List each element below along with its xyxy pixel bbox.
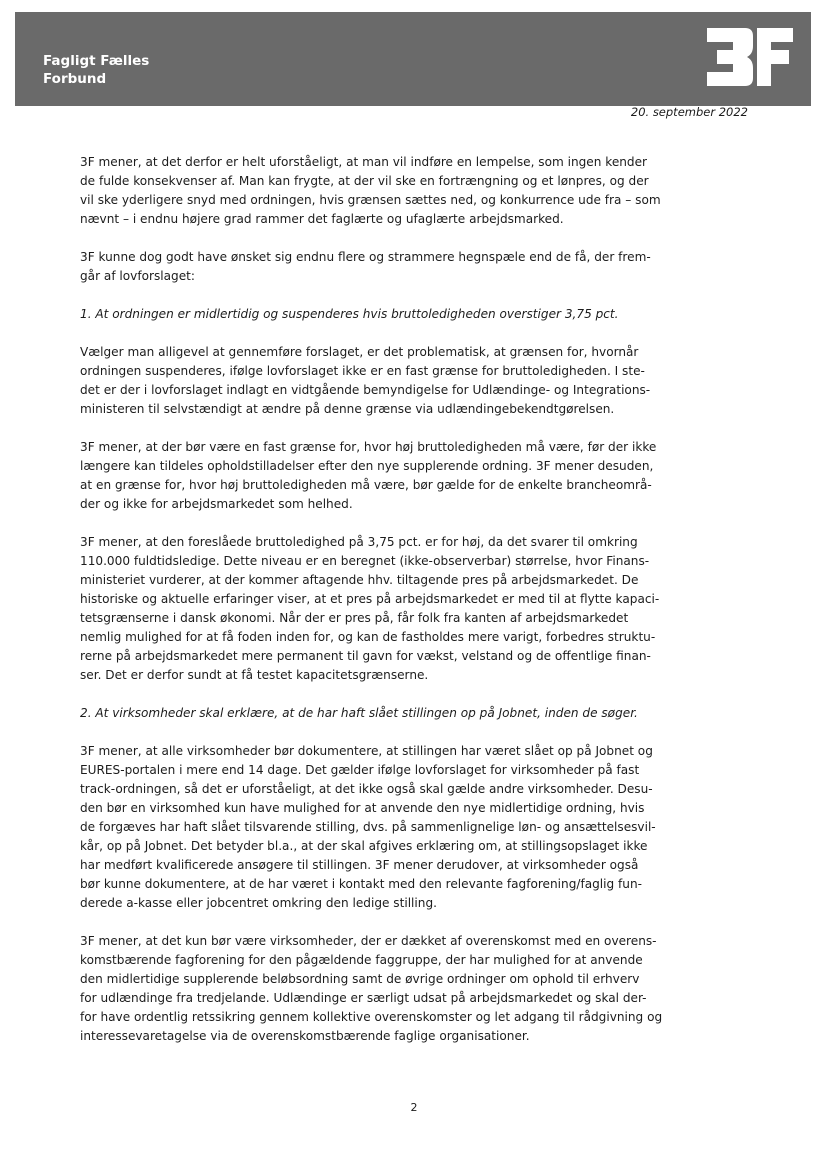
text-line: går af lovforslaget: bbox=[80, 269, 195, 283]
section-heading bbox=[80, 305, 680, 324]
text-line: det er der i lovforslaget indlagt en vidtgående bemyndigelse for Udlændinge- og Integrations- bbox=[80, 383, 651, 397]
text-line: vil ske yderligere snyd med ordningen, hvis grænsen sættes ned, og konkurrence ude fra – som bbox=[80, 193, 661, 207]
text-line: 3F mener, at det kun bør være virksomheder, der er dækket af overenskomst med en overens- bbox=[80, 934, 657, 948]
paragraph bbox=[80, 932, 680, 1046]
text-line: kår, op på Jobnet. Det betyder bl.a., at der skal afgives erklæring om, at stillingsopslaget ikke bbox=[80, 839, 648, 853]
text-line: der og ikke for arbejdsmarkedet som helhed. bbox=[80, 497, 353, 511]
paragraph bbox=[80, 153, 680, 229]
text-line: har medført kvalificerede ansøgere til stillingen. 3F mener derudover, at virksomheder også bbox=[80, 858, 639, 872]
text-line: ministeriet vurderer, at der kommer aftagende hhv. tiltagende pres på arbejdsmarkedet. De bbox=[80, 573, 639, 587]
text-line: rerne på arbejdsmarkedet mere permanent til gavn for vækst, velstand og de offentlige finan- bbox=[80, 649, 651, 663]
text-line: EURES-portalen i mere end 14 dage. Det gælder ifølge lovforslaget for virksomheder på fast bbox=[80, 763, 640, 777]
page-number: 2 bbox=[410, 1101, 418, 1114]
paragraph bbox=[80, 248, 680, 286]
org-name-line-2: Forbund bbox=[43, 71, 107, 87]
text-line: den bør en virksomhed kun have mulighed for at anvende den nye midlertidige ordning, hvis bbox=[80, 801, 645, 815]
text-line: for udlændinge fra tredjelande. Udlændinge er særligt udsat på arbejdsmarkedet og skal der- bbox=[80, 991, 647, 1005]
text-line: 3F mener, at der bør være en fast grænse for, hvor høj bruttoledigheden må være, før der ikke bbox=[80, 440, 657, 454]
text-line: 110.000 fuldtidsledige. Dette niveau er en beregnet (ikke-observerbar) størrelse, hvor Finans- bbox=[80, 554, 650, 568]
text-line: ser. Det er derfor sundt at få testet kapacitetsgrænserne. bbox=[80, 668, 429, 682]
text-line: 3F mener, at alle virksomheder bør dokumentere, at stillingen har været slået op på Jobnet og bbox=[80, 744, 653, 758]
text-line: at en grænse for, hvor høj bruttoledigheden må være, bør gælde for de enkelte brancheområ- bbox=[80, 478, 652, 492]
text-line: Vælger man alligevel at gennemføre forslaget, er det problematisk, at grænsen for, hvornår bbox=[80, 345, 639, 359]
text-line: interessevaretagelse via de overenskomstbærende faglige organisationer. bbox=[80, 1029, 530, 1043]
organization-name bbox=[43, 52, 149, 88]
text-line: ministeren til selvstændigt at ændre på denne grænse via udlændingebekendtgørelsen. bbox=[80, 402, 615, 416]
text-line: nemlig mulighed for at få foden inden for, og kan de fastholdes mere varigt, forbedres struktu- bbox=[80, 630, 656, 644]
text-line: track-ordningen, så det er uforståeligt, at det ikke også skal gælde andre virksomheder. Desu- bbox=[80, 782, 653, 796]
text-line: den midlertidige supplerende beløbsordning samt de øvrige ordninger om ophold til erhverv bbox=[80, 972, 640, 986]
text-line: bør kunne dokumentere, at de har været i kontakt med den relevante fagforening/faglig fun- bbox=[80, 877, 642, 891]
text-line: 3F kunne dog godt have ønsket sig endnu flere og strammere hegnspæle end de få, der frem- bbox=[80, 250, 651, 264]
text-line: ordningen suspenderes, ifølge lovforslaget ikke er en fast grænse for bruttoledigheden. I ste- bbox=[80, 364, 645, 378]
text-line: for have ordentlig retssikring gennem kollektive overenskomster og let adgang til rådgivning og bbox=[80, 1010, 663, 1024]
section-heading bbox=[80, 704, 680, 723]
text-line: 2. At virksomheder skal erklære, at de har haft slået stillingen op på Jobnet, inden de søger. bbox=[80, 706, 638, 720]
text-line: de fulde konsekvenser af. Man kan frygte, at der vil ske en fortrængning og et lønpres, og der bbox=[80, 174, 649, 188]
paragraph bbox=[80, 742, 680, 913]
text-line: de forgæves har haft slået tilsvarende stilling, dvs. på sammenlignelige løn- og ansættelsesvil- bbox=[80, 820, 656, 834]
header-banner bbox=[15, 12, 811, 106]
paragraph bbox=[80, 343, 680, 419]
text-line: derede a-kasse eller jobcentret omkring den ledige stilling. bbox=[80, 896, 437, 910]
paragraph bbox=[80, 438, 680, 514]
text-line: længere kan tildeles opholdstilladelser efter den nye supplerende ordning. 3F mener desuden, bbox=[80, 459, 654, 473]
text-line: 1. At ordningen er midlertidig og suspenderes hvis bruttoledigheden overstiger 3,75 pct. bbox=[80, 307, 619, 321]
text-line: 3F mener, at den foreslåede bruttoledighed på 3,75 pct. er for høj, da det svarer til omkring bbox=[80, 535, 638, 549]
text-line: tetsgrænserne i dansk økonomi. Når der er pres på, får folk fra kanten af arbejdsmarkedet bbox=[80, 611, 629, 625]
text-line: komstbærende fagforening for den pågældende faggruppe, der har mulighed for at anvende bbox=[80, 953, 643, 967]
paragraph bbox=[80, 533, 680, 685]
document-body bbox=[80, 153, 680, 1065]
document-date: 20. september 2022 bbox=[630, 105, 748, 119]
text-line: 3F mener, at det derfor er helt uforståeligt, at man vil indføre en lempelse, som ingen kender bbox=[80, 155, 648, 169]
text-line: historiske og aktuelle erfaringer viser, at et pres på arbejdsmarkedet er med til at flytte kapaci- bbox=[80, 592, 660, 606]
3f-logo bbox=[703, 26, 795, 88]
org-name-line-1: Fagligt Fælles bbox=[43, 53, 150, 69]
text-line: nævnt – i endnu højere grad rammer det faglærte og ufaglærte arbejdsmarked. bbox=[80, 212, 564, 226]
